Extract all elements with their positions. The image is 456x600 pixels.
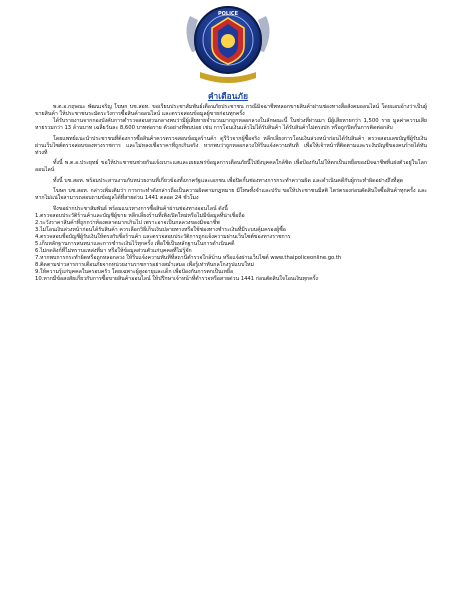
list-item: 4.ตรวจสอบชื่อบัญชีผู้รับเงินให้ตรงกับชื่อร้านค้า และตรวจสอบประวัติการถูกแจ้งความผ่านเว็บไซต์ของทางราชการ [35,233,291,240]
list-item: 10.หากมีข้อสงสัยเกี่ยวกับการซื้อขายสินค้าออนไลน์ ให้ปรึกษาเจ้าหน้าที่ตำรวจหรือสายด่วน 1441 ก่อนตัดสินใจโอนเงินทุกครั้ง [35,275,319,282]
paragraph: พ.ต.อ.กฤษณะ พัฒนเจริญ โฆษก บช.สอท. ขอเรียนประชาสัมพันธ์เตือนภัยประชาชน กรณีมิจฉาชีพหลอกขายสินค้าผ่านช่องทางสื่อสังคมออนไลน์ โดยแอบอ้างว่าเป็นผู้ขายสินค้า ให้ประชาชนระมัดระวังการซื้อสินค้าออนไลน์ และตรวจสอบข้อมูลผู้ขายก่อนทุกครั้ง [35,104,427,118]
paragraph: โดยแพทย์แนะนำประชาชนที่ต้องการซื้อสินค้าควรตรวจสอบข้อมูลร้านค้า ดูรีวิวจากผู้ซื้อจริง หลีกเลี่ยงการโอนเงินล่วงหน้าก่อนได้รับสินค้า ตรวจสอบเลขบัญชีผู้รับเงินผ่านเว็บไซต์ตรวจสอบของทางราชการ และไม่หลงเชื่อราคาที่ถูกเกินจริง หากพบว่าถูกหลอกลวงให้รีบแจ้งความทันที เพื่อให้เจ้าหน้าที่ติดตามและระงับบัญชีของคนร้ายได้ทันท่วงที [35,135,427,156]
list-item: 3.ไม่โอนเงินล่วงหน้าก่อนได้รับสินค้า ควรเลือกวิธีเก็บเงินปลายทางหรือใช้ช่องทางชำระเงินที่มีระบบคุ้มครองผู้ซื้อ [35,226,286,233]
paragraph: ทั้งนี้ พ.ต.อ.ประยุทธ์ ขอให้ประชาชนช่วยกันแจ้งเบาะแสและเผยแพร่ข้อมูลการเตือนภัยนี้ไปยังบุคคลใกล้ชิด เพื่อป้องกันไม่ให้ตกเป็นเหยื่อของมิจฉาชีพที่แฝงตัวอยู่ในโลกออนไลน์ [35,160,427,174]
document-title: คำเตือนภัย [207,91,249,101]
paragraph: ทั้งนี้ บช.สอท. พร้อมประสานงานกับหน่วยงานที่เกี่ยวข้องทั้งภาครัฐและเอกชน เพื่อปิดกั้นช่องทางการกระทำความผิด และดำเนินคดีกับผู้กระทำผิดอย่างถึงที่สุด [53,177,404,184]
list-item: 2.ระวังราคาสินค้าที่ถูกกว่าท้องตลาดมากเกินไป เพราะอาจเป็นกลลวงของมิจฉาชีพ [35,219,220,226]
paragraph: โฆษก บช.สอท. กล่าวเพิ่มเติมว่า การกระทำดังกล่าวถือเป็นความผิดตามกฎหมาย มีโทษทั้งจำและปรับ ขอให้ประชาชนมีสติ ไตร่ตรองก่อนตัดสินใจซื้อสินค้าทุกครั้ง และหากไม่แน่ใจสามารถสอบถามข้อมูลได้ที่สายด่วน 1441 ตลอด 24 ชั่วโมง [35,188,427,202]
list-item: 8.ติดตามข่าวสารการเตือนภัยจากหน่วยงานราชการอย่างสม่ำเสมอ เพื่อรู้เท่าทันกลโกงรูปแบบใหม่ [35,261,254,268]
paragraph: ได้รับรายงานจากกองบังคับการตำรวจสอบสวนกลางพบว่ามีผู้เสียหายจำนวนมากถูกหลอกลวงในลักษณะนี้ ในช่วงที่ผ่านมา มีผู้เสียหายกว่า 1,500 ราย มูลค่าความเสียหายรวมกว่า 13 ล้านบาท เฉลี่ยวันละ 8,600 บาทต่อราย ตัวอย่างที่พบบ่อย เช่น การโอนเงินแล้วไม่ได้รับสินค้า ได้รับสินค้าไม่ตรงปก หรือถูกปิดกั้นการติดต่อกลับ [35,118,427,132]
list-item: 6.ไม่กดลิงก์ที่ไม่ทราบแหล่งที่มา หรือให้ข้อมูลส่วนตัวแก่บุคคลที่ไม่รู้จัก [35,247,192,254]
police-cyber-bureau-seal-logo [178,2,278,84]
paragraph: จึงขอฝากประชาสัมพันธ์ พร้อมแนวทางการซื้อสินค้าผ่านช่องทางออนไลน์ ดังนี้ [53,205,228,212]
list-item: 9.ให้ความรู้แก่บุคคลในครอบครัว โดยเฉพาะผู้สูงอายุและเด็ก เพื่อป้องกันการตกเป็นเหยื่อ [35,268,234,275]
document-body [35,104,427,283]
list-item: 5.เก็บหลักฐานการสนทนาและการชำระเงินไว้ทุกครั้ง เพื่อใช้เป็นหลักฐานในการดำเนินคดี [35,240,235,247]
seal-label: POLICE [217,11,239,17]
list-item: 1.ตรวจสอบประวัติร้านค้าและบัญชีผู้ขาย หลีกเลี่ยงร้านที่เพิ่งเปิดใหม่หรือไม่มีข้อมูลที่น่าเชื่อถือ [35,212,245,219]
list-item: 7.หากพบการกระทำผิดหรือถูกหลอกลวง ให้รีบแจ้งความทันทีที่สถานีตำรวจใกล้บ้าน หรือแจ้งผ่านเว็บไซต์ www.thaipoliceonline.go.th [35,254,342,261]
